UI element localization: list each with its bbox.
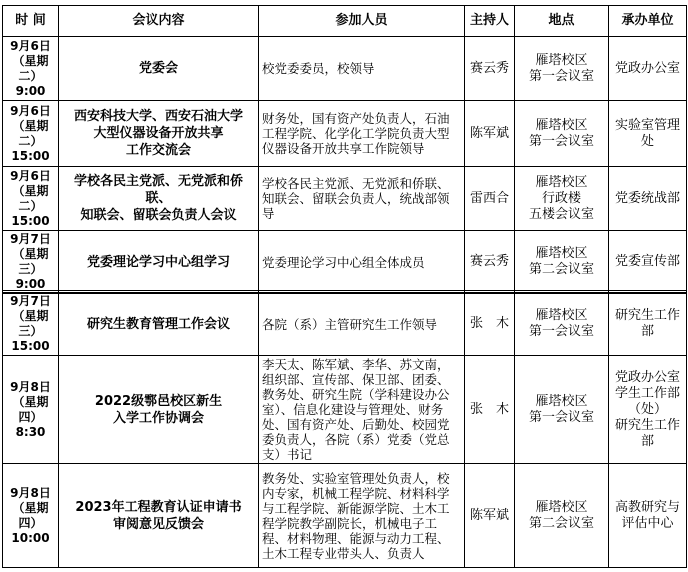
row-time: 9月6日 （星期二） 9:00	[3, 37, 59, 101]
table-row	[3, 356, 687, 464]
row-unit: 党委宣传部	[609, 231, 687, 294]
row-unit: 党政办公室 学生工作部 （处） 研究生工作 部	[609, 356, 687, 464]
header-place: 地点	[515, 6, 609, 37]
row-place: 雁塔校区 第一会议室	[515, 101, 609, 167]
row-place: 雁塔校区 行政楼 五楼会议室	[515, 167, 609, 231]
row-unit: 党委统战部	[609, 167, 687, 231]
row-time: 9月8日 （星期四） 10:00	[3, 464, 59, 568]
row-content: 2022级鄠邑校区新生 入学工作协调会	[59, 356, 259, 464]
row-people: 校党委委员，校领导	[259, 37, 465, 101]
row-content: 党委会	[59, 37, 259, 101]
row-host: 赛云秀	[465, 37, 515, 101]
row-place: 雁塔校区 第一会议室	[515, 292, 609, 356]
row-content: 学校各民主党派、无党派和侨联、 知联会、留联会负责人会议	[59, 167, 259, 231]
schedule-table-continued	[2, 290, 687, 568]
header-row	[3, 6, 687, 37]
table-row	[3, 231, 687, 294]
table-row	[3, 464, 687, 568]
row-people: 党委理论学习中心组全体成员	[259, 231, 465, 294]
row-place: 雁塔校区 第一会议室	[515, 37, 609, 101]
row-unit: 研究生工作 部	[609, 292, 687, 356]
row-host: 陈军斌	[465, 101, 515, 167]
header-time: 时 间	[3, 6, 59, 37]
row-people: 学校各民主党派、无党派和侨联、知联会、留联会负责人，统战部领导	[259, 167, 465, 231]
table-row	[3, 37, 687, 101]
header-people: 参加人员	[259, 6, 465, 37]
row-host: 陈军斌	[465, 464, 515, 568]
row-host: 赛云秀	[465, 231, 515, 294]
row-place: 雁塔校区 第一会议室	[515, 356, 609, 464]
row-content: 党委理论学习中心组学习	[59, 231, 259, 294]
schedule-table	[2, 5, 687, 294]
row-people: 财务处，国有资产处负责人，石油工程学院、化学化工学院负责大型仪器设备开放共享工作院领导	[259, 101, 465, 167]
row-people: 各院（系）主管研究生工作领导	[259, 292, 465, 356]
row-host: 张 木	[465, 356, 515, 464]
row-time: 9月6日 （星期二） 15:00	[3, 101, 59, 167]
row-place: 雁塔校区 第二会议室	[515, 464, 609, 568]
row-unit: 党政办公室	[609, 37, 687, 101]
row-people: 教务处、实验室管理处负责人，校内专家，机械工程学院、材料科学与工程学院、新能源学院、土木工程学院教学副院长，机械电子工程、材料物理、能源与动力工程、土木工程专业带头人、负责人	[259, 464, 465, 568]
row-time: 9月7日 （星期三） 9:00	[3, 231, 59, 294]
row-time: 9月7日 （星期三） 15:00	[3, 292, 59, 356]
row-content: 2023年工程教育认证申请书 审阅意见反馈会	[59, 464, 259, 568]
header-content: 会议内容	[59, 6, 259, 37]
row-unit: 高教研究与 评估中心	[609, 464, 687, 568]
row-unit: 实验室管理 处	[609, 101, 687, 167]
row-people: 李天太、陈军斌、李华、苏文南，组织部、宣传部、保卫部、团委、教务处、研究生院（学科建设办公室）、信息化建设与管理处、财务处、国有资产处、后勤处、校园党委负责人，各院（系）党委（党总支）书记	[259, 356, 465, 464]
row-content: 研究生教育管理工作会议	[59, 292, 259, 356]
row-content: 西安科技大学、西安石油大学 大型仪器设备开放共享 工作交流会	[59, 101, 259, 167]
row-host: 雷西合	[465, 167, 515, 231]
table-row	[3, 167, 687, 231]
table-row	[3, 292, 687, 356]
header-unit: 承办单位	[609, 6, 687, 37]
row-host: 张 木	[465, 292, 515, 356]
row-place: 雁塔校区 第二会议室	[515, 231, 609, 294]
table-row	[3, 101, 687, 167]
header-host: 主持人	[465, 6, 515, 37]
row-time: 9月8日 （星期四） 8:30	[3, 356, 59, 464]
row-time: 9月6日 （星期二） 15:00	[3, 167, 59, 231]
